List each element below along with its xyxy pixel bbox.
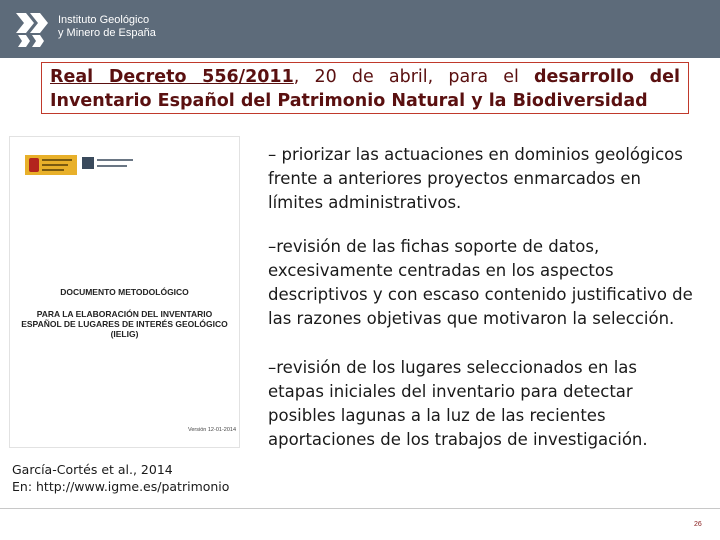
- footer-divider: [0, 508, 720, 509]
- cover-subtitle: PARA LA ELABORACIÓN DEL INVENTARIO ESPAÑOL DE LUGARES DE INTERÉS GEOLÓGICO (IELIG): [21, 309, 228, 339]
- citation-source: En: http://www.igme.es/patrimonio: [12, 479, 230, 494]
- cover-version: Versión 12-01-2014: [188, 427, 237, 433]
- title-inventory: desarrollo del Inventario Español del Patrimonio Natural y la Biodiversidad: [50, 67, 681, 111]
- citation: [12, 461, 229, 495]
- org-name-line2: y Minero de España: [58, 27, 156, 39]
- igme-logo-icon: [14, 9, 54, 49]
- bullet-item: –revisión de las fichas soporte de datos, excesivamente centradas en los aspectos descriptivos y con escaso contenido justificativo de las razones objetivas que motivaron la selección.: [268, 237, 693, 328]
- slide-title: [41, 62, 689, 114]
- bullet-item: – priorizar las actuaciones en dominios geológicos frente a anteriores proyectos enmarcados en límites administrativos.: [268, 145, 683, 212]
- cover-title: DOCUMENTO METODOLÓGICO: [60, 287, 189, 297]
- org-name-line1: Instituto Geológico: [58, 14, 150, 26]
- slide-header: [0, 0, 720, 58]
- citation-authors: García-Cortés et al., 2014: [12, 462, 173, 477]
- bullet-item: –revisión de los lugares seleccionados en las etapas iniciales del inventario para detectar posibles lagunas a la luz de las recientes aportaciones de los trabajos de investigación.: [268, 358, 648, 449]
- title-date: , 20 de abril, para el: [293, 67, 535, 87]
- document-cover-image: [9, 136, 240, 448]
- igme-cover-logo-icon: [82, 155, 136, 175]
- page-number: 26: [694, 521, 702, 528]
- title-decree: Real Decreto 556/2011: [50, 67, 294, 87]
- organization-name: [58, 14, 156, 40]
- ministry-logo-icon: [25, 155, 77, 175]
